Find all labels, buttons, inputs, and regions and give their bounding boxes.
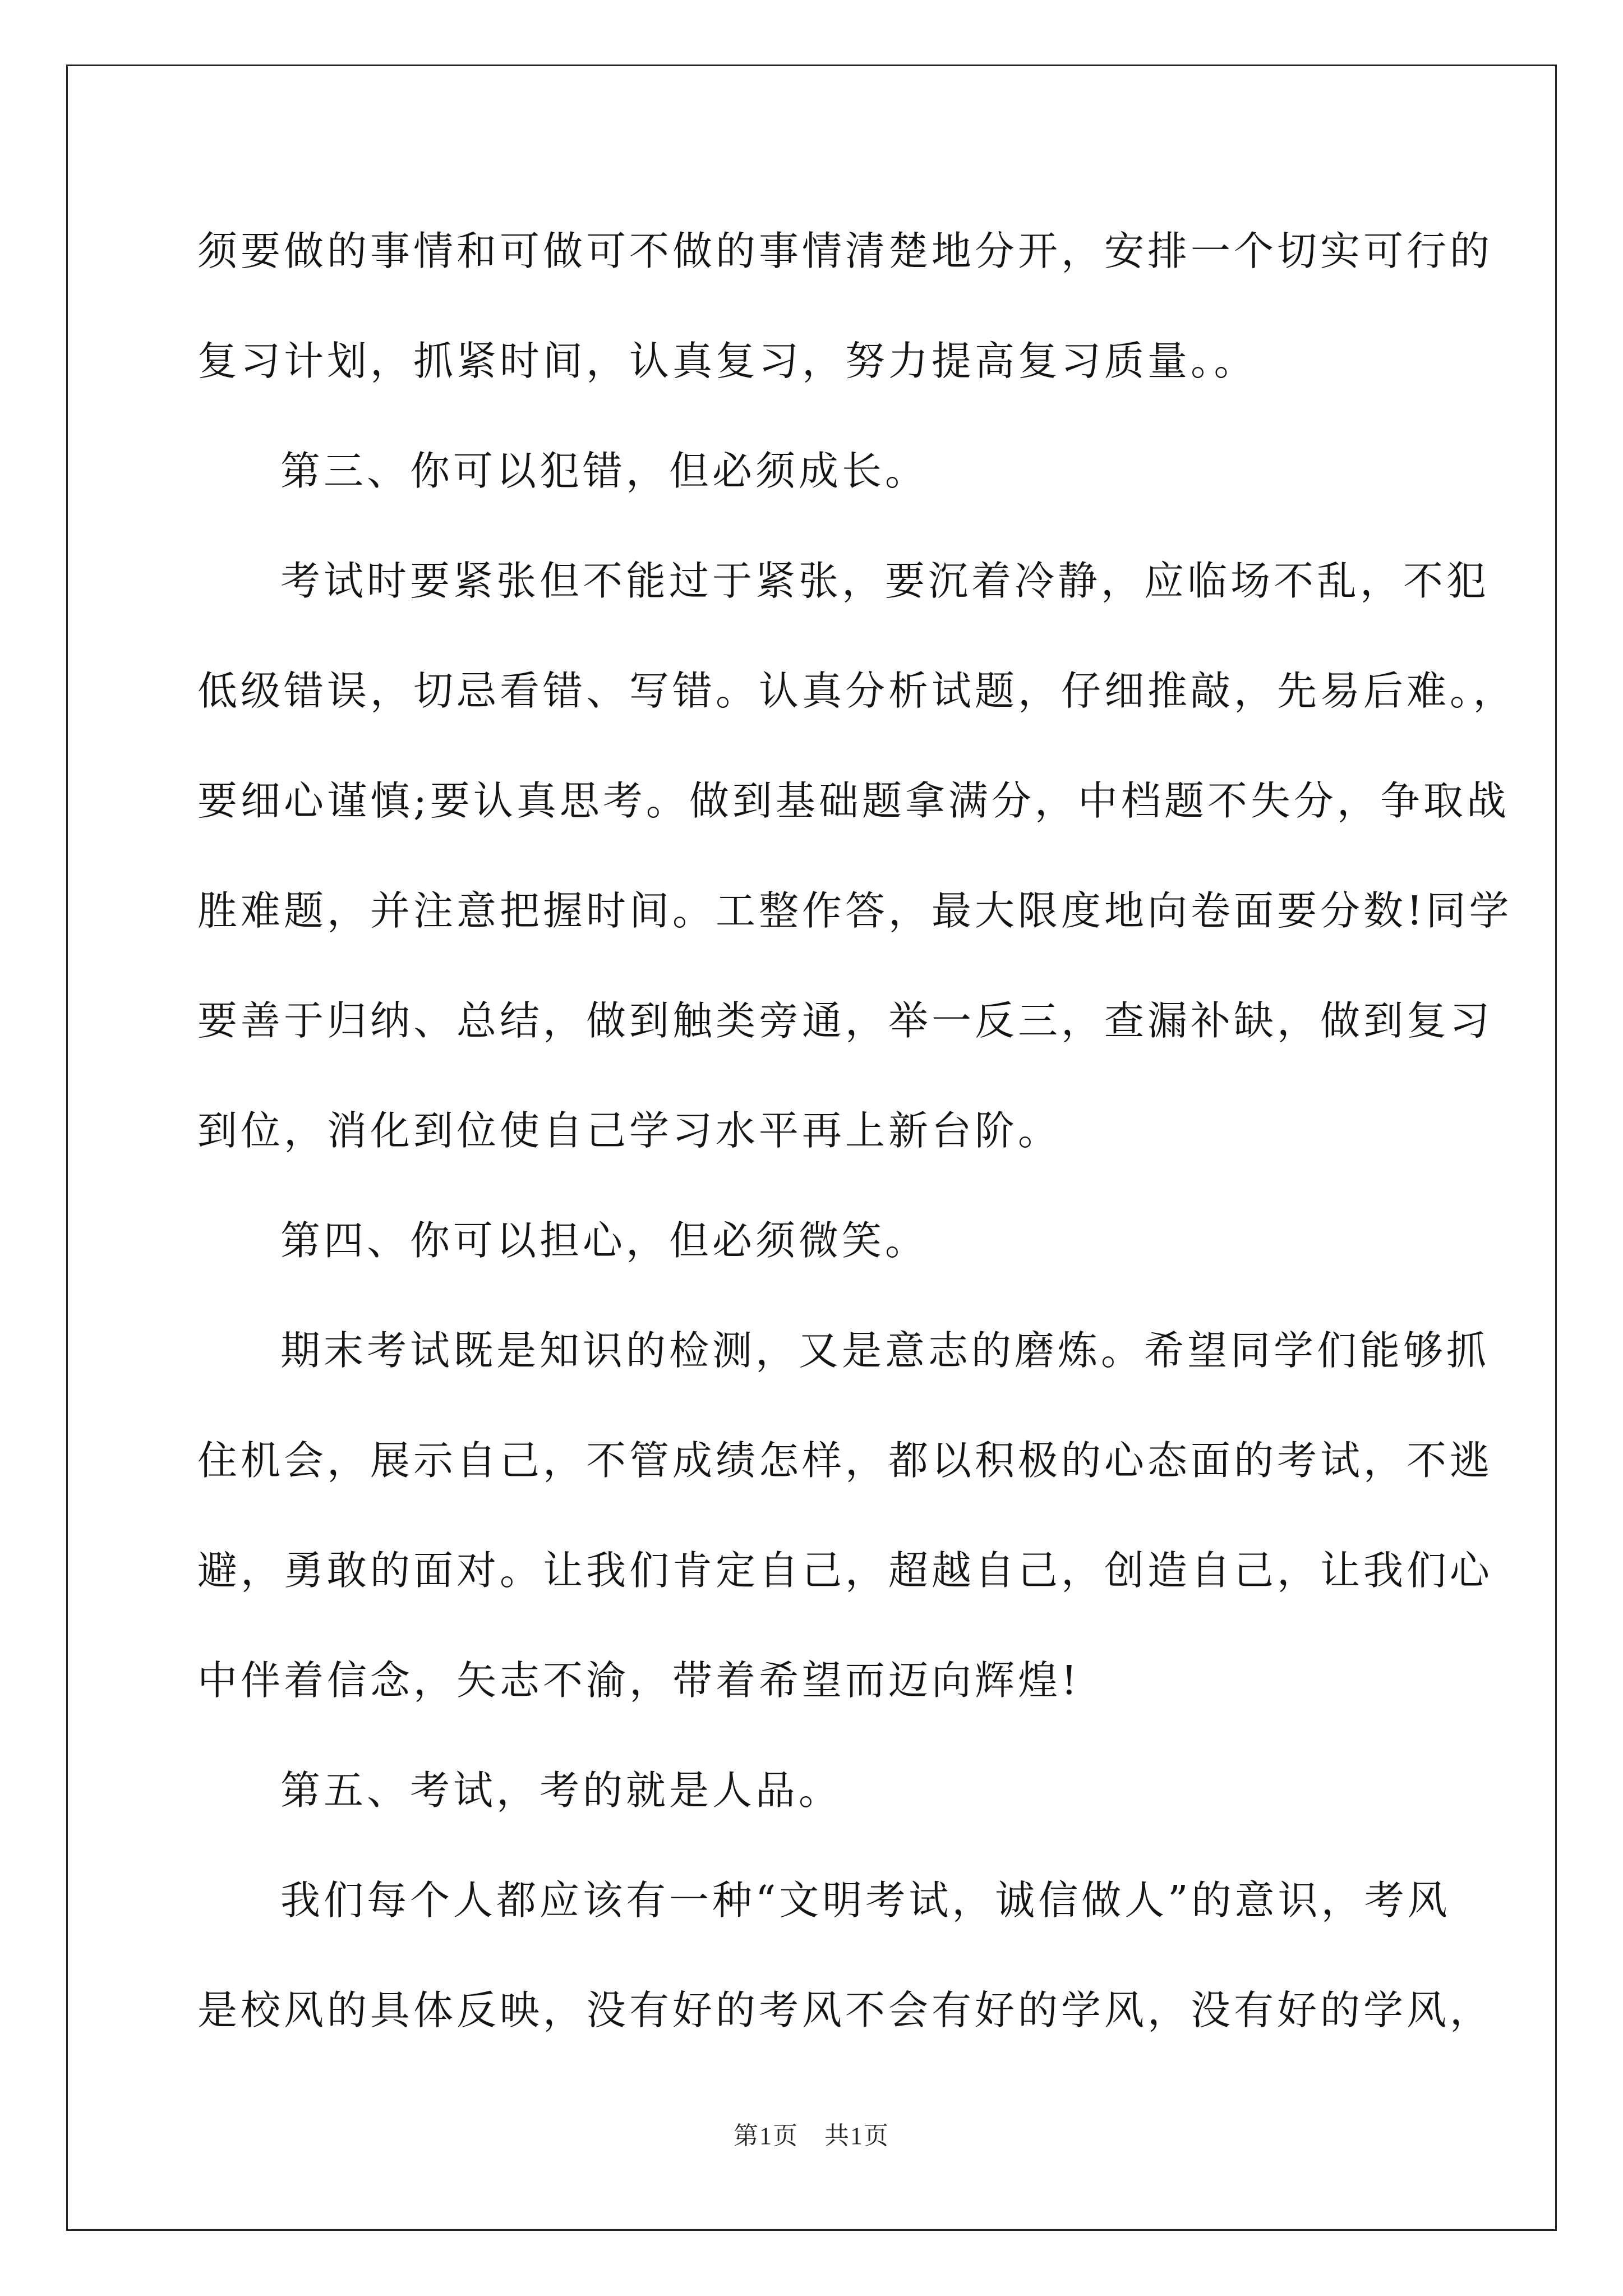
text-line: 中伴着信念，矢志不渝，带着希望而迈向辉煌! xyxy=(197,1657,1081,1704)
text-line: 要善于归纳、总结，做到触类旁通，举一反三，查漏补缺，做到复习 xyxy=(197,997,1493,1044)
text-line: 须要做的事情和可做可不做的事情清楚地分开，安排一个切实可行的 xyxy=(197,228,1493,274)
text-line: 期末考试既是知识的检测，又是意志的磨炼。希望同学们能够抓 xyxy=(280,1327,1490,1374)
page-number-footer: 第1页 共1页 xyxy=(734,2122,889,2150)
text-line: 住机会，展示自己，不管成绩怎样，都以积极的心态面的考试，不逃 xyxy=(197,1437,1493,1484)
text-line: 考试时要紧张但不能过于紧张，要沉着冷静，应临场不乱，不犯 xyxy=(280,558,1490,604)
text-line: 要细心谨慎;要认真思考。做到基础题拿满分，中档题不失分，争取战 xyxy=(197,777,1510,824)
text-line: 避，勇敢的面对。让我们肯定自己，超越自己，创造自己，让我们心 xyxy=(197,1547,1493,1594)
text-line: 复习计划，抓紧时间，认真复习，努力提高复习质量。。 xyxy=(197,338,1257,384)
section-heading: 第三、你可以犯错，但必须成长。 xyxy=(280,448,929,494)
section-heading: 第五、考试，考的就是人品。 xyxy=(280,1767,842,1814)
text-line: 低级错误，切忌看错、写错。认真分析试题，仔细推敲，先易后难。， xyxy=(197,668,1516,714)
text-line: 我们每个人都应该有一种“文明考试，诚信做人”的意识，考风 xyxy=(280,1877,1451,1924)
section-heading: 第四、你可以担心，但必须微笑。 xyxy=(280,1217,929,1264)
text-line: 是校风的具体反映，没有好的考风不会有好的学风，没有好的学风， xyxy=(197,1987,1493,2033)
text-line: 到位，消化到位使自己学习水平再上新台阶。 xyxy=(197,1107,1062,1154)
text-line: 胜难题，并注意把握时间。工整作答，最大限度地向卷面要分数!同学 xyxy=(197,887,1513,934)
